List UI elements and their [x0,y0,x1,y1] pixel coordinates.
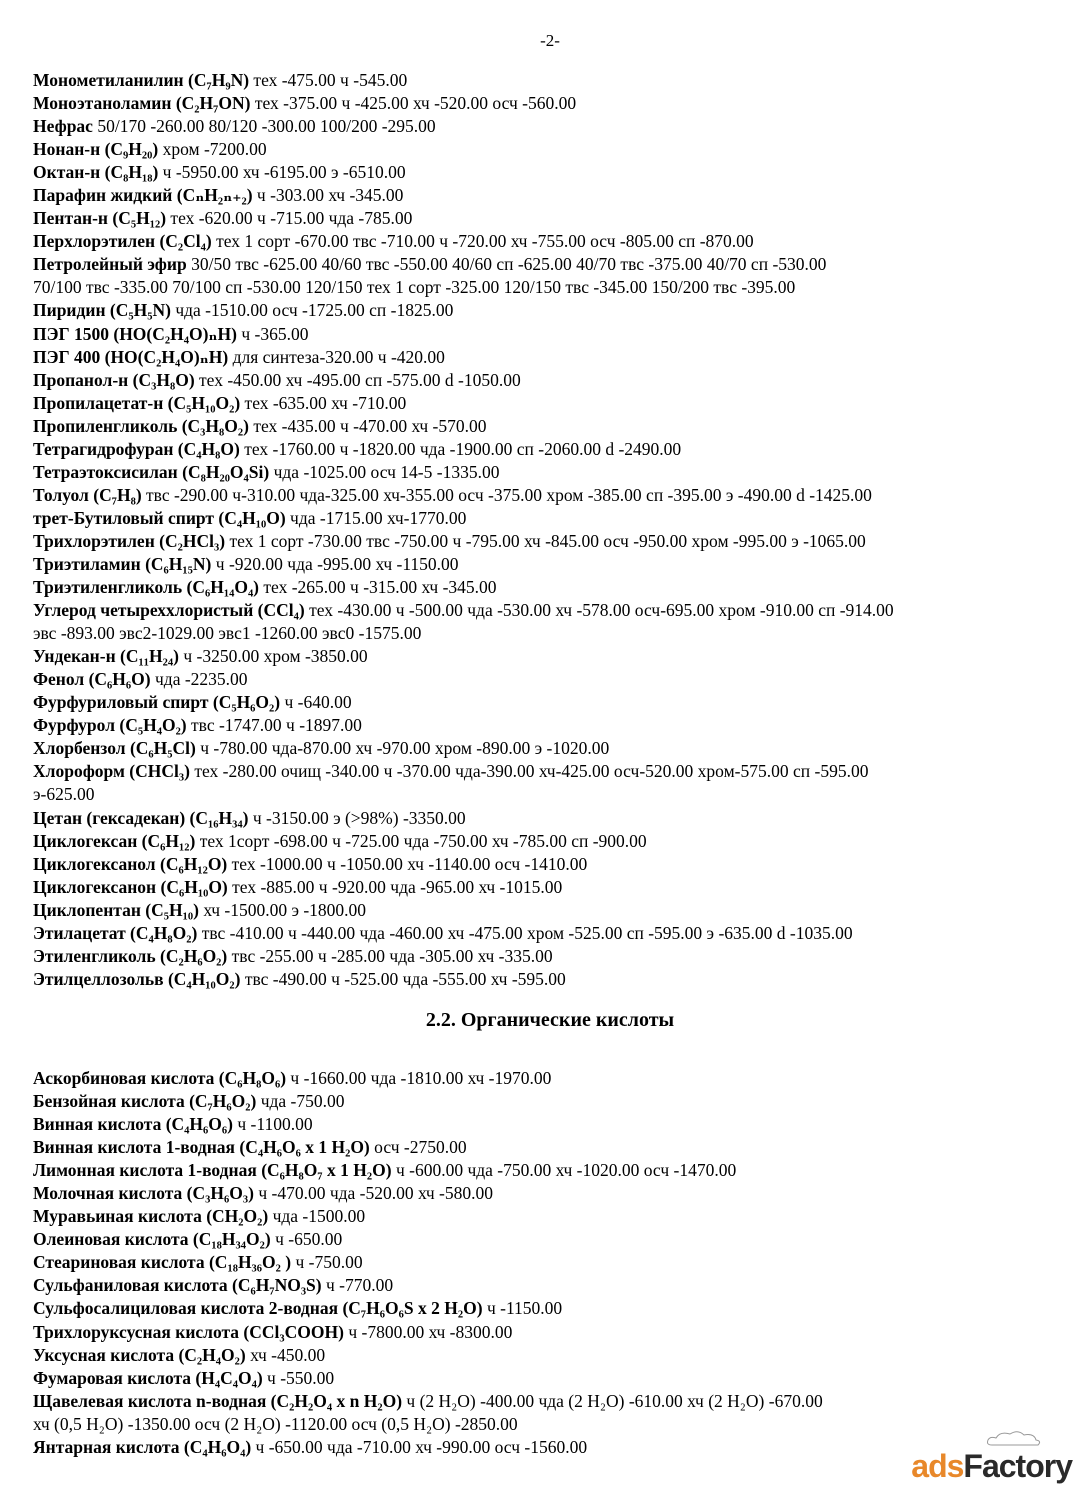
product-prices: ч -920.00 чда -995.00 хч -1150.00 [211,553,459,574]
price-line [33,392,1073,415]
page-number: -2- [540,31,560,50]
product-prices: твс -255.00 ч -285.00 чда -305.00 хч -335.00 [227,945,553,966]
product-prices: ч -1100.00 [232,1114,313,1135]
product-prices: ч -550.00 [262,1367,335,1388]
product-name: Толуол (C₇H₈) [33,484,142,505]
product-prices: чда -1025.00 осч 14-5 -1335.00 [269,461,500,482]
product-name: Моноэтаноламин (C₂H₇ON) [33,93,251,114]
product-prices: тех -450.00 хч -495.00 сп -575.00 d -1050.00 [194,369,521,390]
product-name: Янтарная кислота (C₄H₆O₄) [33,1436,252,1457]
product-name: Триэтиламин (C₆H₁₅N) [33,553,212,574]
price-line [33,1321,1073,1344]
product-prices: ч (2 H₂O) -400.00 чда (2 H₂O) -610.00 хч (2 H₂O) -670.00 [402,1390,823,1411]
product-prices: тех 1 сорт -730.00 твс -750.00 ч -795.00 хч -845.00 осч -950.00 хром -995.00 э -1065.00 [225,530,866,551]
product-name: Циклогексанол (C₆H₁₂O) [33,853,228,874]
product-name: Нефрас [33,116,93,137]
price-line [33,507,1073,530]
price-line [33,484,1073,507]
product-name: Пропилацетат-н (C₅H₁₀O₂) [33,392,241,413]
product-name: Хлорбензол (C₆H₅Cl) [33,738,196,759]
product-name: Углерод четыреххлористый (CCl₄) [33,600,305,621]
product-name: Циклогексан (C₆H₁₂) [33,830,196,851]
price-line [33,1390,1073,1413]
product-name: Фенол (C₆H₆O) [33,669,151,690]
product-name: Трихлоруксусная кислота (CCl₃COOH) [33,1321,344,1342]
price-line [33,1228,1073,1251]
price-line [33,1344,1073,1367]
price-line [33,369,1073,392]
organic-acids-price-list [33,1067,1073,1459]
product-prices: ч -303.00 хч -345.00 [252,185,404,206]
price-line [33,691,1073,714]
price-line [33,1274,1073,1297]
price-line [33,945,1073,968]
product-prices: тех -475.00 ч -545.00 [249,70,408,90]
product-prices: ч -600.00 чда -750.00 хч -1020.00 осч -1470.00 [391,1160,737,1181]
product-prices: твс -290.00 ч-310.00 чда-325.00 хч-355.00 осч -375.00 хром -385.00 сп -395.00 э -490.00 d -1425.00 [141,484,872,505]
price-line [33,276,1073,299]
price-line [33,1090,1073,1113]
price-line [33,1182,1073,1205]
product-name: Олеиновая кислота (C₁₈H₃₄O₂) [33,1229,271,1250]
price-line [33,622,1073,645]
product-name: Тетрагидрофуран (C₄H₈O) [33,438,240,459]
price-line [33,461,1073,484]
price-line [33,714,1073,737]
product-prices: ч -1150.00 [482,1298,563,1319]
product-prices: ч -780.00 чда-870.00 хч -970.00 хром -890.00 э -1020.00 [195,738,610,759]
product-prices: твс -490.00 ч -525.00 чда -555.00 хч -595.00 [240,968,566,989]
product-name: Цетан (гексадекан) (C₁₆H₃₄) [33,807,249,828]
product-prices: ч -3250.00 хром -3850.00 [178,646,368,667]
price-line [33,438,1073,461]
product-name: Щавелевая кислота n-водная (C₂H₂O₄ x n H₂O) [33,1390,403,1411]
product-name: Сульфосалициловая кислота 2-водная (C₇H₆O₆S x 2 H₂O) [33,1298,483,1319]
product-name: Триэтиленгликоль (C₆H₁₄O₄) [33,577,260,598]
product-prices: ч -365.00 [236,323,309,344]
product-prices: хром -7200.00 [158,139,267,160]
price-line [33,783,1073,806]
product-prices: для синтеза-320.00 ч -420.00 [228,346,445,367]
product-name: Парафин жидкий (CₙH₂ₙ₊₂) [33,185,253,206]
product-name: Этилцеллозольв (C₄H₁₀O₂) [33,968,241,989]
price-line [33,415,1073,438]
price-line [33,1159,1073,1182]
product-name: Пропиленгликоль (C₃H₈O₂) [33,415,249,436]
price-line [33,1251,1073,1274]
price-line [33,553,1073,576]
price-line [33,530,1073,553]
product-prices: тех -375.00 ч -425.00 хч -520.00 осч -560.00 [250,93,577,114]
product-name: Фурфуриловый спирт (C₅H₆O₂) [33,692,281,713]
product-prices: чда -1715.00 хч-1770.00 [285,507,467,528]
price-line [33,1367,1073,1390]
product-name: Винная кислота (C₄H₆O₆) [33,1114,233,1135]
price-line [33,1067,1073,1090]
product-name: Тетраэтоксисилан (C₈H₂₀O₄Si) [33,461,270,482]
product-prices: твс -1747.00 ч -1897.00 [186,715,362,736]
product-name: Трихлорэтилен (C₂HCl₃) [33,530,226,551]
product-prices: ч -770.00 [321,1275,394,1296]
price-line [33,138,1073,161]
price-line [33,323,1073,346]
product-prices: тех -265.00 ч -315.00 хч -345.00 [259,577,497,598]
product-prices: тех -280.00 очищ -340.00 ч -370.00 чда-390.00 хч-425.00 осч-520.00 хром-575.00 сп -595.00 [189,761,869,782]
price-line [33,1413,1073,1436]
product-name: Пиридин (C₅H₅N) [33,300,171,321]
product-name: Хлороформ (CHCl₃) [33,761,190,782]
product-name: Молочная кислота (C₃H₆O₃) [33,1183,254,1204]
product-prices: чда -750.00 [256,1091,345,1112]
product-name: Муравьиная кислота (CH₂O₂) [33,1206,269,1227]
product-prices: ч -1660.00 чда -1810.00 хч -1970.00 [286,1068,552,1088]
product-name: Фумаровая кислота (H₄C₄O₄) [33,1367,263,1388]
product-prices: ч -470.00 чда -520.00 хч -580.00 [253,1183,493,1204]
product-prices: э-625.00 [33,784,95,805]
section-title: 2.2. Органические кислоты [425,1009,675,1031]
price-line [33,922,1073,945]
product-prices: тех 1 сорт -670.00 твс -710.00 ч -720.00 хч -755.00 осч -805.00 сп -870.00 [211,231,754,252]
product-name: Ундекан-н (C₁₁H₂₄) [33,646,179,667]
product-name: Фурфурол (C₅H₄O₂) [33,715,187,736]
price-line [33,853,1073,876]
price-line [33,876,1073,899]
product-prices: ч -7800.00 хч -8300.00 [343,1321,513,1342]
organic-solvents-price-list [33,69,1073,991]
product-name: Лимонная кислота 1-водная (C₆H₈O₇ x 1 H₂O) [33,1160,392,1181]
product-prices: тех -635.00 хч -710.00 [240,392,407,413]
price-line [33,1205,1073,1228]
product-prices: 30/50 твс -625.00 40/60 твс -550.00 40/60 сп -625.00 40/70 твс -375.00 40/70 сп -530.00 [186,254,827,275]
price-line [33,830,1073,853]
price-line [33,1297,1073,1320]
product-prices: тех -620.00 ч -715.00 чда -785.00 [166,208,413,229]
product-name: Винная кислота 1-водная (C₄H₆O₆ x 1 H₂O) [33,1137,370,1158]
product-name: Уксусная кислота (C₂H₄O₂) [33,1344,246,1365]
product-name: Монометиланилин (C₇H₉N) [33,70,250,90]
product-name: Сульфаниловая кислота (C₆H₇NO₃S) [33,1275,322,1296]
product-name: Этилацетат (C₄H₈O₂) [33,922,198,943]
price-line [33,760,1073,783]
product-prices: эвс -893.00 эвс2-1029.00 эвс1 -1260.00 эвс0 -1575.00 [33,623,422,644]
product-prices: хч -450.00 [245,1344,326,1365]
product-name: Октан-н (C₈H₁₈) [33,162,159,183]
price-line [33,346,1073,369]
product-name: Этиленгликоль (C₂H₆O₂) [33,945,228,966]
product-prices: 70/100 твс -335.00 70/100 сп -530.00 120/150 тех 1 сорт -325.00 120/150 твс -345.00 150/200 твс -395.00 [33,277,796,298]
product-prices: твс -410.00 ч -440.00 чда -460.00 хч -475.00 хром -525.00 сп -595.00 э -635.00 d -1035.00 [197,922,853,943]
product-name: ПЭГ 400 (HO(C₂H₄O)ₙH) [33,346,229,367]
price-line [33,161,1073,184]
price-line [33,1136,1073,1159]
product-name: Нонан-н (C₉H₂₀) [33,139,159,160]
product-name: Стеариновая кислота (C₁₈H₃₆O₂ ) [33,1252,292,1273]
product-name: Циклогексанон (C₆H₁₀O) [33,876,228,897]
price-line [33,184,1073,207]
product-prices: хч (0,5 H₂O) -1350.00 осч (2 H₂O) -1120.00 осч (0,5 H₂O) -2850.00 [33,1413,518,1434]
product-name: Аскорбиновая кислота (C₆H₈O₆) [33,1068,287,1088]
product-prices: тех 1сорт -698.00 ч -725.00 чда -750.00 хч -785.00 сп -900.00 [195,830,647,851]
adsfactory-watermark [911,1425,1074,1485]
product-prices: ч -5950.00 хч -6195.00 э -6510.00 [158,162,406,183]
watermark-text: adsFactory [911,1448,1072,1484]
price-line [33,69,1073,92]
product-prices: ч -750.00 [291,1252,363,1273]
product-prices: чда -2235.00 [150,669,248,690]
price-line [33,253,1073,276]
price-line [33,645,1073,668]
product-prices: чда -1510.00 осч -1725.00 сп -1825.00 [170,300,454,321]
product-name: Бензойная кислота (C₇H₆O₂) [33,1091,257,1112]
product-prices: хч -1500.00 э -1800.00 [198,899,367,920]
product-prices: ч -3150.00 э (>98%) -3350.00 [248,807,466,828]
price-line [33,207,1073,230]
price-line [33,299,1073,322]
product-prices: осч -2750.00 [369,1137,467,1158]
product-name: Циклопентан (C₅H₁₀) [33,899,199,920]
price-line [33,807,1073,830]
price-line [33,230,1073,253]
price-line [33,1113,1073,1136]
price-line [33,92,1073,115]
product-name: трет-Бутиловый спирт (C₄H₁₀O) [33,507,286,528]
product-prices: тех -435.00 ч -470.00 хч -570.00 [248,415,487,436]
product-name: Пропанол-н (C₃H₈O) [33,369,195,390]
product-name: Пентан-н (C₅H₁₂) [33,208,167,229]
product-prices: ч -650.00 чда -710.00 хч -990.00 осч -1560.00 [251,1436,588,1457]
price-line [33,899,1073,922]
product-name: Перхлорэтилен (C₂Cl₄) [33,231,212,252]
product-prices: ч -650.00 [270,1229,343,1250]
price-line [33,668,1073,691]
price-line [33,599,1073,622]
product-prices: тех -1760.00 ч -1820.00 чда -1900.00 сп -2060.00 d -2490.00 [239,438,682,459]
price-line [33,737,1073,760]
product-prices: 50/170 -260.00 80/120 -300.00 100/200 -295.00 [92,116,436,137]
product-name: Петролейный эфир [33,254,187,275]
price-line [33,115,1073,138]
cloud-icon [984,1429,1044,1449]
price-line [33,576,1073,599]
product-name: ПЭГ 1500 (HO(C₂H₄O)ₙH) [33,323,237,344]
product-prices: тех -1000.00 ч -1050.00 хч -1140.00 осч -1410.00 [227,853,588,874]
price-line [33,968,1073,991]
product-prices: тех -430.00 ч -500.00 чда -530.00 хч -578.00 осч-695.00 хром -910.00 сп -914.00 [304,600,894,621]
product-prices: чда -1500.00 [268,1206,366,1227]
product-prices: тех -885.00 ч -920.00 чда -965.00 хч -1015.00 [227,876,563,897]
product-prices: ч -640.00 [280,692,352,713]
